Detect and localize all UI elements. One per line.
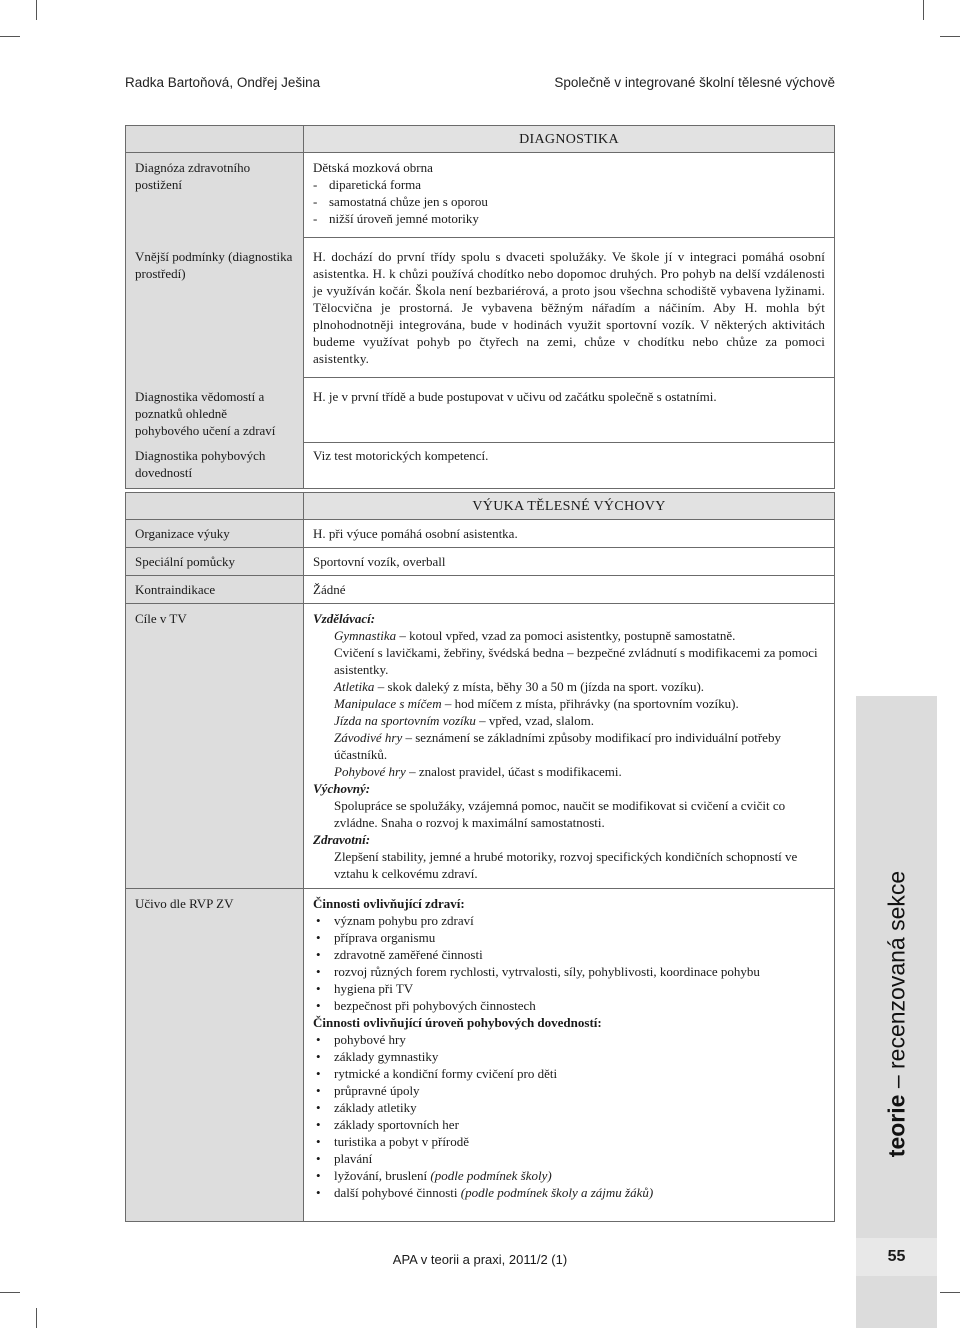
- footer-journal: APA v teorii a praxi, 2011/2 (1): [392, 1252, 568, 1267]
- table-row: [126, 238, 835, 378]
- section-label: teorie – recenzovaná sekce: [883, 870, 910, 1158]
- list-item: • pohybové hry: [313, 1031, 825, 1048]
- running-header-authors: Radka Bartoňová, Ondřej Ješina: [125, 75, 321, 90]
- row-label: Učivo dle RVP ZV: [135, 896, 234, 911]
- list-item: • turistika a pobyt v přírodě: [313, 1133, 825, 1150]
- table-row: [126, 153, 835, 238]
- list-item: • lyžování, bruslení (podle podmínek školy): [313, 1167, 825, 1184]
- vyuka-title: VÝUKA TĚLESNÉ VÝCHOVY: [304, 493, 835, 520]
- page-number: 55: [856, 1238, 937, 1276]
- crop-mark: [36, 0, 37, 20]
- crop-mark: [923, 0, 924, 20]
- curriculum-heading: Činnosti ovlivňující zdraví:: [313, 896, 465, 911]
- list-item: • zdravotně zaměřené činnosti: [313, 946, 825, 963]
- list-item: - nižší úroveň jemné motoriky: [313, 211, 479, 226]
- crop-mark: [940, 1292, 960, 1293]
- list-item: - samostatná chůze jen s oporou: [313, 194, 488, 209]
- list-item: • plavání: [313, 1150, 825, 1167]
- row-label: Diagnostika pohybových dovedností: [135, 447, 266, 480]
- row-text: H. při výuce pomáhá osobní asistentka.: [313, 526, 518, 541]
- list-item: - diparetická forma: [313, 177, 422, 192]
- list-item: • základy gymnastiky: [313, 1048, 825, 1065]
- list-item: • základy sportovních her: [313, 1116, 825, 1133]
- goal-item: Atletika – skok daleký z místa, běhy 30 a 50 m (jízda na sport. vozíku).: [334, 679, 705, 694]
- row-text: Viz test motorických kompetencí.: [313, 448, 489, 463]
- row-label: Vnější podmínky (diagnostika prostředí): [135, 248, 293, 281]
- goal-item: Pohybové hry – znalost pravidel, účast s modifikacemi.: [334, 764, 622, 779]
- table-row: [126, 378, 835, 443]
- goal-item: Cvičení s lavičkami, žebřiny, švédská bedna – bezpečné zvládnutí s modifikacemi za pomoci asistentky.: [334, 645, 818, 677]
- diagnosis-intro: Dětská mozková obrna: [313, 160, 433, 175]
- row-label: Diagnóza zdravotního postižení: [135, 160, 251, 192]
- goal-text: Spolupráce se spolužáky, vzájemná pomoc, naučit se modifikovat si cvičení a cvičit co zvládne. Snaha o rozvoj k maximální samostatnosti.: [334, 798, 786, 830]
- goal-item: Závodivé hry – seznámení se základními způsoby modifikací pro individuální potřeby účastníků.: [334, 730, 781, 762]
- list-item: • rytmické a kondiční formy cvičení pro děti: [313, 1065, 825, 1082]
- list-item: • základy atletiky: [313, 1099, 825, 1116]
- row-label: Cíle v TV: [135, 611, 187, 626]
- crop-mark: [0, 36, 20, 37]
- diagnostika-title: DIAGNOSTIKA: [304, 126, 835, 153]
- list-item: • bezpečnost při pohybových činnostech: [313, 997, 825, 1014]
- diagnostika-table: [125, 125, 835, 489]
- list-item: • hygiena při TV: [313, 980, 825, 997]
- crop-mark: [36, 1308, 37, 1328]
- goal-heading: Vzdělávací:: [313, 611, 376, 626]
- table-row: [126, 889, 835, 1222]
- goal-item: Jízda na sportovním vozíku – vpřed, vzad, slalom.: [334, 713, 594, 728]
- crop-mark: [940, 36, 960, 37]
- list-item: • příprava organismu: [313, 929, 825, 946]
- row-text: H. dochází do první třídy spolu s dvaceti spolužáky. Ve škole jí v integraci pomáhá osobní asistentka. H. k chůzi používá chodítko nebo dopomoc druhých. Pro pohyb na delší vzdálenosti je využíván kočár. Škola není bezbariérová, a proto jsou všechna schodiště vybavena lyžinami. Tělocvična je prostorná. Je vybavena běžným nářadím a náčiním. Aby H. mohla být plnohodnotněji integrována, bude v hodinách využit sportovní vozík. V některých aktivitách budeme využívat pohyb po čtyřech na zemi, chůze v chodítku nebo chůze za pomoci asistentky.: [313, 249, 825, 366]
- list-item: • rozvoj různých forem rychlosti, vytrvalosti, síly, pohyblivosti, koordinace pohybu: [313, 963, 825, 980]
- table-row: [126, 576, 835, 604]
- goal-item: Manipulace s míčem – hod míčem z místa, přihrávky (na sportovním vozíku).: [334, 696, 739, 711]
- row-label: Diagnostika vědomostí a poznatků ohledně pohybového učení a zdraví: [135, 388, 276, 438]
- row-text: Sportovní vozík, overball: [313, 554, 446, 569]
- table-row: [126, 520, 835, 548]
- row-label: Speciální pomůcky: [135, 554, 236, 569]
- row-label: Organizace výuky: [135, 526, 230, 541]
- table-row: [126, 443, 835, 489]
- running-header-title: Společně v integrované školní tělesné výchově: [554, 75, 835, 90]
- row-label: Kontraindikace: [135, 582, 216, 597]
- goal-heading: Výchovný:: [313, 781, 371, 796]
- table-row: [126, 604, 835, 889]
- row-text: H. je v první třídě a bude postupovat v učivu od začátku společně s ostatními.: [313, 389, 717, 404]
- list-item: • průpravné úpoly: [313, 1082, 825, 1099]
- curriculum-heading: Činnosti ovlivňující úroveň pohybových dovedností:: [313, 1015, 602, 1030]
- goal-text: Zlepšení stability, jemné a hrubé motoriky, rozvoj specifických kondičních schopností ve vztahu k celkovému zdraví.: [334, 849, 798, 881]
- vyuka-table: [125, 492, 835, 1222]
- goal-heading: Zdravotní:: [313, 832, 371, 847]
- crop-mark: [0, 1292, 20, 1293]
- list-item: • význam pohybu pro zdraví: [313, 912, 825, 929]
- list-item: • další pohybové činnosti (podle podmínek školy a zájmu žáků): [313, 1184, 825, 1201]
- curriculum-list: [313, 912, 825, 1014]
- goal-item: Gymnastika – kotoul vpřed, vzad za pomoci asistentky, postupně samostatně.: [334, 628, 736, 643]
- row-text: Žádné: [313, 582, 346, 597]
- table-row: [126, 548, 835, 576]
- curriculum-list: [313, 1031, 825, 1201]
